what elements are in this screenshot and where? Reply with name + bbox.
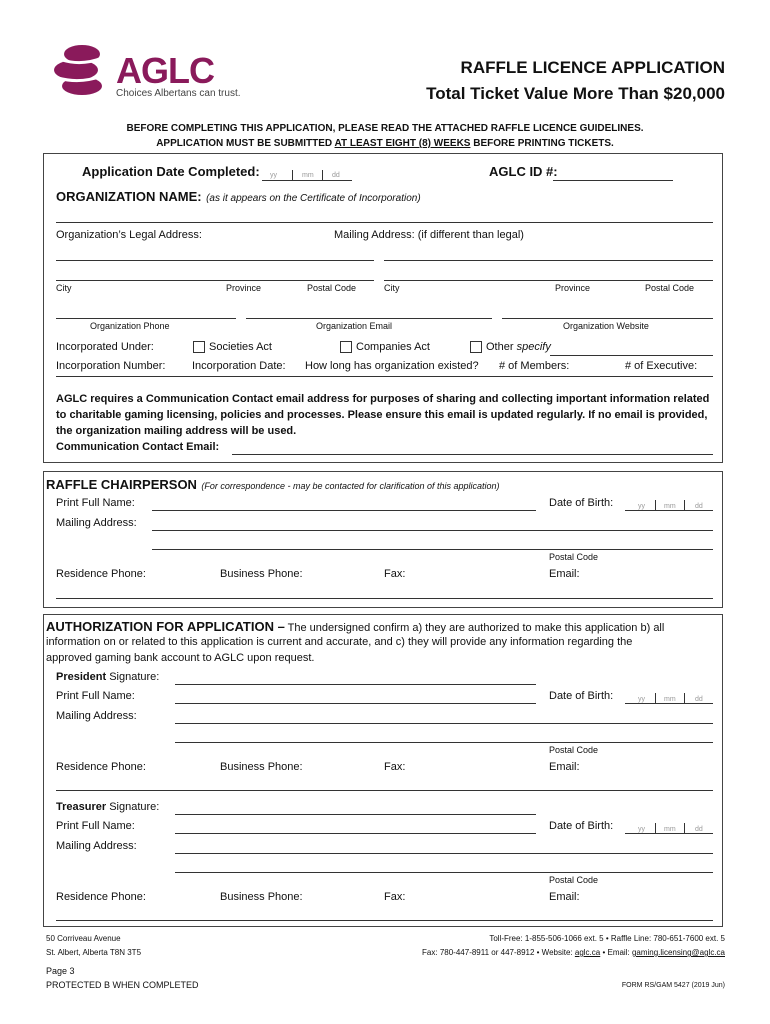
- chair-mailing-label: Mailing Address:: [56, 517, 137, 529]
- org-name-field[interactable]: [56, 222, 713, 223]
- companies-act-label: Companies Act: [356, 341, 430, 353]
- treasurer-dob-dd: dd: [695, 826, 703, 833]
- chair-dob-mm: mm: [664, 503, 676, 510]
- chair-email-label: Email:: [549, 568, 580, 580]
- treasurer-business-phone-label: Business Phone:: [220, 891, 303, 903]
- org-name-heading: ORGANIZATION NAME: (as it appears on the Certificate of Incorporation): [56, 189, 421, 204]
- treasurer-dob-field[interactable]: [625, 833, 713, 834]
- treasurer-postal-label: Postal Code: [549, 875, 599, 885]
- footer-website-link[interactable]: aglc.ca: [574, 948, 601, 957]
- mailing-postal-label: Postal Code: [645, 283, 695, 293]
- treasurer-mailing-label: Mailing Address:: [56, 840, 137, 852]
- notice-line-2: APPLICATION MUST BE SUBMITTED AT LEAST EIGHT (8) WEEKS BEFORE PRINTING TICKETS.: [156, 138, 614, 149]
- authorization-heading: AUTHORIZATION FOR APPLICATION – The undersigned confirm a) they are authorized to make this application b) all: [46, 619, 665, 634]
- chair-dob-yy: yy: [638, 503, 645, 510]
- treasurer-dob-label: Date of Birth:: [549, 820, 614, 832]
- comm-notice-line-1: AGLC requires a Communication Contact email address for purposes of sharing and collecting important information related: [56, 393, 710, 405]
- president-fax-label: Fax:: [384, 761, 406, 773]
- legal-province-label: Province: [226, 283, 262, 293]
- authorization-text-3: approved gaming bank account to AGLC upon request.: [46, 652, 315, 664]
- president-signature-field[interactable]: [175, 684, 536, 685]
- president-mailing-label: Mailing Address:: [56, 710, 137, 722]
- comm-notice-line-2: to charitable gaming licensing, policies and processes. Please ensure this email is updated regularly. If no email is provided,: [56, 409, 708, 421]
- chair-mailing-field-1[interactable]: [152, 530, 713, 531]
- chair-business-phone-label: Business Phone:: [220, 568, 303, 580]
- president-dob-yy: yy: [638, 696, 645, 703]
- chair-dob-label: Date of Birth:: [549, 497, 614, 509]
- treasurer-residence-phone-label: Residence Phone:: [56, 891, 146, 903]
- mailing-city-label: City: [384, 283, 400, 293]
- application-date-field[interactable]: [262, 180, 352, 181]
- incorporated-under-label: Incorporated Under:: [56, 341, 154, 353]
- president-postal-label: Postal Code: [549, 745, 599, 755]
- org-email-label: Organization Email: [316, 321, 393, 331]
- chair-dob-field[interactable]: [625, 510, 713, 511]
- legal-address-line-2[interactable]: [56, 280, 374, 281]
- incorporation-details-line[interactable]: [56, 376, 713, 377]
- treasurer-fax-label: Fax:: [384, 891, 406, 903]
- legal-postal-label: Postal Code: [307, 283, 357, 293]
- treasurer-signature-field[interactable]: [175, 814, 536, 815]
- form-subtitle: Total Ticket Value More Than $20,000: [426, 84, 725, 103]
- other-checkbox[interactable]: [470, 341, 482, 353]
- chair-mailing-field-2[interactable]: [152, 549, 713, 550]
- president-dob-label: Date of Birth:: [549, 690, 614, 702]
- president-signature-label: President Signature:: [56, 671, 160, 683]
- num-members-label: # of Members:: [499, 360, 570, 372]
- aglc-id-field[interactable]: [553, 180, 673, 181]
- date-yy-hint: yy: [270, 172, 277, 179]
- treasurer-print-name-field[interactable]: [175, 833, 536, 834]
- president-mailing-field-1[interactable]: [175, 723, 713, 724]
- chair-contact-line[interactable]: [56, 598, 713, 599]
- chair-fax-label: Fax:: [384, 568, 406, 580]
- president-email-label: Email:: [549, 761, 580, 773]
- comm-email-label: Communication Contact Email:: [56, 441, 220, 453]
- legal-address-line-1[interactable]: [56, 260, 374, 261]
- org-website-field[interactable]: [502, 318, 713, 319]
- footer-contact-2: Fax: 780-447-8911 or 447-8912 • Website: aglc.ca • Email: gaming.licensing@aglc.ca: [422, 948, 725, 957]
- companies-act-checkbox[interactable]: [340, 341, 352, 353]
- treasurer-mailing-field-1[interactable]: [175, 853, 713, 854]
- president-mailing-field-2[interactable]: [175, 742, 713, 743]
- president-residence-phone-label: Residence Phone:: [56, 761, 146, 773]
- mailing-address-line-2[interactable]: [384, 280, 713, 281]
- treasurer-mailing-field-2[interactable]: [175, 872, 713, 873]
- date-mm-hint: mm: [302, 172, 314, 179]
- mailing-address-line-1[interactable]: [384, 260, 713, 261]
- mailing-province-label: Province: [555, 283, 591, 293]
- form-title: RAFFLE LICENCE APPLICATION: [460, 58, 725, 77]
- societies-act-label: Societies Act: [209, 341, 272, 353]
- num-executive-label: # of Executive:: [625, 360, 698, 372]
- incorporation-number-label: Incorporation Number:: [56, 360, 166, 372]
- date-dd-hint: dd: [332, 172, 340, 179]
- president-print-name-field[interactable]: [175, 703, 536, 704]
- comm-notice-line-3: the organization mailing address will be used.: [56, 425, 297, 437]
- how-long-label: How long has organization existed?: [305, 360, 479, 372]
- legal-address-label: Organization’s Legal Address:: [56, 229, 202, 241]
- president-business-phone-label: Business Phone:: [220, 761, 303, 773]
- other-label: Other specify: [486, 341, 551, 353]
- chairperson-heading: RAFFLE CHAIRPERSON (For correspondence - may be contacted for clarification of this application): [46, 477, 500, 492]
- org-phone-label: Organization Phone: [90, 321, 170, 331]
- treasurer-dob-mm: mm: [664, 826, 676, 833]
- application-date-label: Application Date Completed:: [82, 164, 260, 179]
- chair-print-name-label: Print Full Name:: [56, 497, 135, 509]
- treasurer-dob-yy: yy: [638, 826, 645, 833]
- president-contact-line[interactable]: [56, 790, 713, 791]
- chair-residence-phone-label: Residence Phone:: [56, 568, 146, 580]
- president-dob-mm: mm: [664, 696, 676, 703]
- aglc-logo-name: AGLC: [116, 50, 214, 91]
- chair-print-name-field[interactable]: [152, 510, 536, 511]
- mailing-address-label: Mailing Address: (if different than legal): [334, 229, 524, 241]
- societies-act-checkbox[interactable]: [193, 341, 205, 353]
- chair-dob-dd: dd: [695, 503, 703, 510]
- comm-email-field[interactable]: [232, 454, 713, 455]
- aglc-logo-mark: [52, 40, 114, 102]
- footer-address-1: 50 Corriveau Avenue: [46, 934, 121, 943]
- footer-form-number: FORM RS/GAM 5427 (2019 Jun): [621, 982, 725, 989]
- treasurer-print-name-label: Print Full Name:: [56, 820, 135, 832]
- aglc-id-label: AGLC ID #:: [489, 164, 558, 179]
- treasurer-signature-label: Treasurer Signature:: [56, 801, 160, 813]
- other-specify-field[interactable]: [550, 355, 713, 356]
- notice-line-1: BEFORE COMPLETING THIS APPLICATION, PLEASE READ THE ATTACHED RAFFLE LICENCE GUIDELINES.: [126, 123, 644, 134]
- president-dob-dd: dd: [695, 696, 703, 703]
- treasurer-contact-line[interactable]: [56, 920, 713, 921]
- aglc-logo-tagline: Choices Albertans can trust.: [116, 88, 241, 99]
- org-website-label: Organization Website: [563, 321, 649, 331]
- org-phone-field[interactable]: [56, 318, 236, 319]
- incorporation-date-label: Incorporation Date:: [192, 360, 286, 372]
- chair-postal-label: Postal Code: [549, 552, 599, 562]
- treasurer-email-label: Email:: [549, 891, 580, 903]
- org-email-field[interactable]: [246, 318, 492, 319]
- president-dob-field[interactable]: [625, 703, 713, 704]
- footer-page-number: Page 3: [46, 966, 75, 976]
- legal-city-label: City: [56, 283, 72, 293]
- footer-protected: PROTECTED B WHEN COMPLETED: [46, 980, 199, 990]
- authorization-text-2: information on or related to this application is current and accurate, and c) they will provide any information regarding the: [46, 636, 633, 648]
- footer-email-link[interactable]: gaming.licensing@aglc.ca: [631, 948, 725, 957]
- footer-contact-1: Toll-Free: 1-855-506-1066 ext. 5 • Raffle Line: 780-651-7600 ext. 5: [489, 934, 725, 943]
- footer-address-2: St. Albert, Alberta T8N 3T5: [46, 948, 142, 957]
- president-print-name-label: Print Full Name:: [56, 690, 135, 702]
